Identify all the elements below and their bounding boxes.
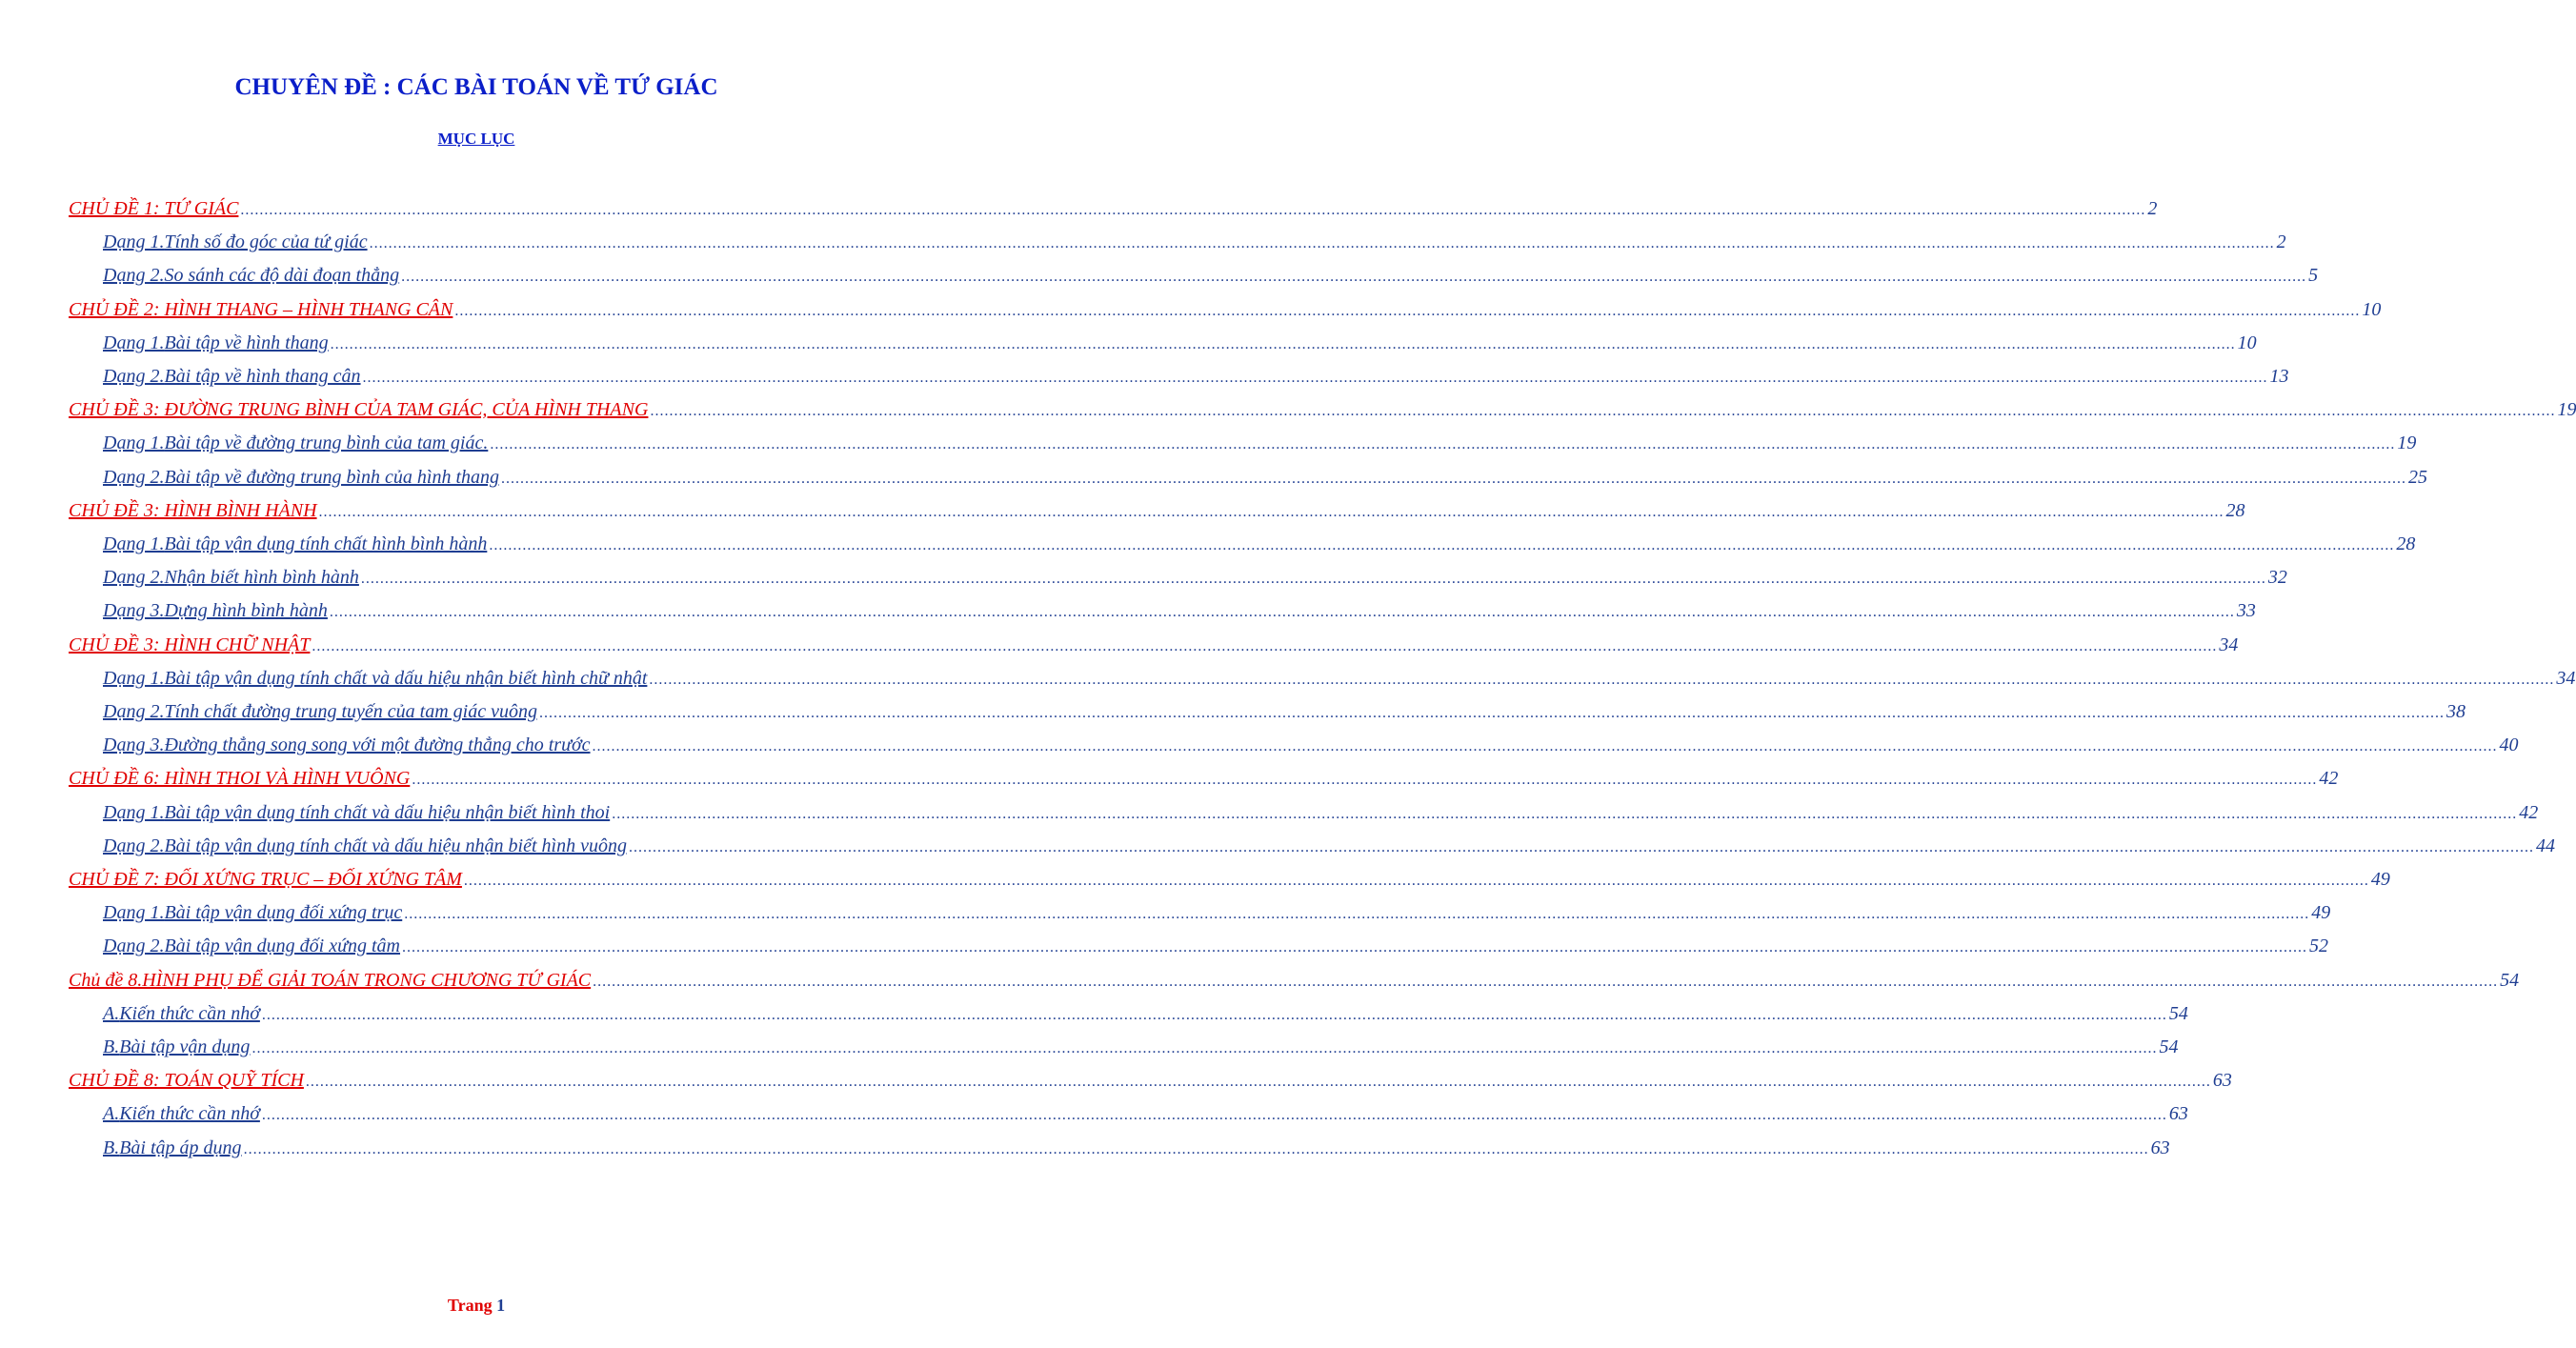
toc-page-number: 28	[2396, 533, 2416, 554]
toc-section-entry[interactable]	[103, 231, 2286, 260]
toc-page-number: 38	[2446, 701, 2465, 722]
toc-dot-leader: ................................................................................................................................................................................................................................................................................................................................................................................................................	[401, 269, 2307, 286]
toc-page-number: 25	[2408, 466, 2428, 488]
toc-dot-leader: ................................................................................................................................................................................................................................................................................................................................................................................................................	[305, 1074, 2211, 1091]
toc-chapter-entry[interactable]	[69, 499, 2245, 529]
toc-page-number: 10	[2237, 332, 2257, 353]
footer-page-number: 1	[496, 1296, 506, 1315]
toc-entry-link[interactable]: Bài tập về hình thang	[164, 332, 329, 353]
toc-entry-link[interactable]: Bài tập về đường trung bình của hình thang	[164, 466, 500, 488]
toc-page-number: 42	[2519, 801, 2539, 823]
toc-dot-leader: ................................................................................................................................................................................................................................................................................................................................................................................................................	[369, 235, 2275, 252]
toc-entry-number[interactable]: Dạng 2.	[103, 835, 165, 856]
toc-section-entry[interactable]	[103, 734, 2519, 763]
toc-section-entry[interactable]	[103, 332, 2257, 361]
toc-entry-link[interactable]: Bài tập vận dụng tính chất và dấu hiệu nhận biết hình thoi	[164, 801, 611, 823]
toc-dot-leader: ................................................................................................................................................................................................................................................................................................................................................................................................................	[261, 1107, 2167, 1124]
toc-entry-number[interactable]: Dạng 2.	[103, 366, 165, 387]
toc-entry-link[interactable]: CHỦ ĐỀ 1: TỨ GIÁC	[69, 198, 239, 219]
toc-page-number: 2	[2147, 198, 2158, 219]
toc-section-entry[interactable]	[103, 1036, 2179, 1065]
toc-entry-link[interactable]: Bài tập vận dụng đối xứng trục	[164, 902, 403, 924]
toc-section-entry[interactable]	[103, 533, 2416, 562]
toc-section-entry[interactable]	[103, 936, 2329, 964]
toc-chapter-entry[interactable]	[69, 869, 2390, 897]
toc-page-number: 33	[2236, 600, 2256, 622]
toc-entry-number[interactable]: Dạng 1.	[103, 667, 165, 689]
toc-page-number: 52	[2309, 936, 2329, 957]
toc-section-entry[interactable]	[103, 366, 2289, 394]
toc-page-number: 28	[2225, 499, 2245, 521]
toc-entry-link[interactable]: Bài tập áp dụng	[119, 1137, 242, 1158]
toc-page-number: 2	[2276, 231, 2286, 253]
footer-label: Trang	[447, 1296, 493, 1315]
toc-chapter-entry[interactable]	[69, 969, 2520, 998]
toc-entry-number[interactable]: Dạng 3.	[103, 734, 165, 756]
toc-entry-number[interactable]: Dạng 2.	[103, 466, 165, 488]
toc-entry-link[interactable]: Nhận biết hình bình hành	[164, 567, 359, 589]
toc-entry-number[interactable]: Dạng 2.	[103, 701, 165, 722]
toc-section-entry[interactable]	[103, 265, 2319, 293]
toc-entry-link[interactable]: Bài tập về hình thang cân	[164, 366, 361, 387]
toc-section-entry[interactable]	[103, 433, 2417, 461]
toc-entry-link[interactable]: CHỦ ĐỀ 6: HÌNH THOI VÀ HÌNH VUÔNG	[69, 768, 411, 790]
toc-dot-leader: ................................................................................................................................................................................................................................................................................................................................................................................................................	[539, 705, 2445, 721]
toc-page-number: 32	[2267, 567, 2287, 589]
toc-entry-link[interactable]: CHỦ ĐỀ 7: ĐỐI XỨNG TRỤC – ĐỐI XỨNG TÂM	[69, 869, 462, 890]
toc-entry-number[interactable]: A.	[103, 1103, 120, 1125]
toc-dot-leader: ................................................................................................................................................................................................................................................................................................................................................................................................................	[240, 202, 2146, 218]
toc-entry-link[interactable]: Kiến thức cần nhớ	[119, 1103, 260, 1125]
toc-entry-link[interactable]: CHỦ ĐỀ 3: HÌNH BÌNH HÀNH	[69, 499, 317, 521]
toc-dot-leader: ................................................................................................................................................................................................................................................................................................................................................................................................................	[628, 838, 2534, 855]
toc-chapter-entry[interactable]	[69, 399, 2576, 428]
toc-section-entry[interactable]	[103, 1002, 2188, 1032]
toc-page-number: 54	[2168, 1002, 2188, 1024]
toc-entry-number[interactable]: Dạng 1.	[103, 231, 165, 253]
toc-chapter-entry[interactable]	[69, 634, 2239, 663]
toc-page-number: 34	[2219, 634, 2239, 655]
toc-entry-link[interactable]: Bài tập vận dụng tính chất và dấu hiệu nhận biết hình chữ nhật	[164, 667, 648, 689]
toc-dot-leader: ................................................................................................................................................................................................................................................................................................................................................................................................................	[329, 604, 2235, 621]
toc-section-entry[interactable]	[103, 567, 2287, 595]
toc-dot-leader: ................................................................................................................................................................................................................................................................................................................................................................................................................	[592, 738, 2498, 755]
toc-entry-number[interactable]: Dạng 1.	[103, 433, 165, 454]
toc-entry-link[interactable]: Bài tập về đường trung bình của tam giác.	[164, 433, 489, 454]
toc-page-number: 5	[2308, 265, 2319, 287]
toc-entry-link[interactable]: CHỦ ĐỀ 3: HÌNH CHỮ NHẬT	[69, 634, 311, 655]
toc-page-number: 19	[2397, 433, 2417, 454]
toc-dot-leader: ................................................................................................................................................................................................................................................................................................................................................................................................................	[649, 671, 2555, 688]
toc-entry-number[interactable]: Dạng 1.	[103, 332, 165, 353]
toc-dot-leader: ................................................................................................................................................................................................................................................................................................................................................................................................................	[489, 537, 2395, 553]
toc-dot-leader: ................................................................................................................................................................................................................................................................................................................................................................................................................	[612, 805, 2518, 822]
toc-entry-link[interactable]: Bài tập vận dụng tính chất và dấu hiệu nhận biết hình vuông	[164, 835, 627, 856]
toc-entry-link[interactable]: Bài tập vận dụng đối xứng tâm	[164, 936, 401, 957]
toc-section-entry[interactable]	[103, 835, 2555, 864]
toc-entry-number[interactable]: Dạng 1.	[103, 533, 165, 554]
toc-entry-number[interactable]: Dạng 1.	[103, 801, 165, 823]
toc-entry-number[interactable]: Dạng 2.	[103, 567, 165, 589]
toc-page-number: 63	[2150, 1137, 2170, 1158]
toc-dot-leader: ................................................................................................................................................................................................................................................................................................................................................................................................................	[404, 906, 2310, 923]
toc-dot-leader: ................................................................................................................................................................................................................................................................................................................................................................................................................	[501, 470, 2407, 487]
toc-page-number: 49	[2311, 902, 2331, 924]
toc-entry-number[interactable]: Dạng 2.	[103, 265, 165, 287]
toc-dot-leader: ................................................................................................................................................................................................................................................................................................................................................................................................................	[252, 1040, 2158, 1056]
toc-entry-number[interactable]: Dạng 1.	[103, 902, 165, 924]
toc-entry-number[interactable]: Dạng 2.	[103, 936, 165, 957]
toc-entry-link[interactable]: Đường thẳng song song với một đường thẳng cho trước	[164, 734, 591, 756]
toc-dot-leader: ................................................................................................................................................................................................................................................................................................................................................................................................................	[318, 503, 2224, 520]
toc-page-number: 13	[2269, 366, 2289, 387]
toc-entry-link[interactable]: Chủ đề 8.HÌNH PHỤ ĐỂ GIẢI TOÁN TRONG CHƯƠNG TỨ GIÁC	[69, 969, 592, 991]
toc-entry-link[interactable]: Tính số đo góc của tứ giác	[164, 231, 368, 253]
toc-dot-leader: ................................................................................................................................................................................................................................................................................................................................................................................................................	[243, 1140, 2149, 1157]
toc-entry-link[interactable]: Bài tập vận dụng tính chất hình bình hành	[164, 533, 488, 554]
toc-entry-link[interactable]: CHỦ ĐỀ 2: HÌNH THANG – HÌNH THANG CÂN	[69, 298, 453, 320]
toc-entry-number[interactable]: B.	[103, 1137, 120, 1158]
table-of-contents-heading: MỤC LỤC	[437, 130, 515, 148]
toc-entry-number[interactable]: A.	[103, 1002, 120, 1024]
toc-entry-link[interactable]: So sánh các độ dài đoạn thẳng	[164, 265, 400, 287]
toc-chapter-entry[interactable]	[69, 298, 2382, 328]
toc-section-entry[interactable]	[103, 1137, 2170, 1166]
toc-dot-leader: ................................................................................................................................................................................................................................................................................................................................................................................................................	[312, 637, 2218, 654]
toc-section-entry[interactable]	[103, 801, 2539, 831]
toc-page-number: 10	[2362, 298, 2382, 320]
toc-chapter-entry[interactable]	[69, 768, 2339, 796]
toc-entry-number[interactable]: Dạng 3.	[103, 600, 165, 622]
toc-section-entry[interactable]	[103, 466, 2428, 495]
toc-dot-leader: ................................................................................................................................................................................................................................................................................................................................................................................................................	[330, 335, 2236, 352]
toc-page-number: 34	[2556, 667, 2576, 689]
toc-dot-leader: ................................................................................................................................................................................................................................................................................................................................................................................................................	[362, 370, 2268, 386]
toc-section-entry[interactable]	[103, 600, 2256, 629]
toc-dot-leader: ................................................................................................................................................................................................................................................................................................................................................................................................................	[412, 772, 2318, 789]
toc-page-number: 63	[2212, 1070, 2232, 1092]
toc-page-number: 49	[2370, 869, 2390, 890]
toc-page-number: 54	[2500, 969, 2520, 991]
toc-section-entry[interactable]	[103, 902, 2331, 931]
toc-dot-leader: ................................................................................................................................................................................................................................................................................................................................................................................................................	[454, 302, 2361, 319]
toc-page-number: 19	[2557, 399, 2576, 421]
toc-section-entry[interactable]	[103, 701, 2465, 730]
toc-page-number: 42	[2319, 768, 2339, 790]
toc-entry-link[interactable]: CHỦ ĐỀ 8: TOÁN QUỸ TÍCH	[69, 1070, 304, 1092]
toc-dot-leader: ................................................................................................................................................................................................................................................................................................................................................................................................................	[463, 873, 2369, 889]
toc-entry-link[interactable]: Bài tập vận dụng	[119, 1036, 251, 1057]
page-footer	[0, 1296, 953, 1316]
toc-dot-leader: ................................................................................................................................................................................................................................................................................................................................................................................................................	[593, 973, 2499, 990]
toc-dot-leader: ................................................................................................................................................................................................................................................................................................................................................................................................................	[360, 571, 2266, 588]
toc-entry-link[interactable]: Kiến thức cần nhớ	[119, 1002, 260, 1024]
toc-entry-link[interactable]: CHỦ ĐỀ 3: ĐƯỜNG TRUNG BÌNH CỦA TAM GIÁC, CỦA HÌNH THANG	[69, 399, 649, 421]
toc-chapter-entry[interactable]	[69, 1070, 2232, 1098]
toc-section-entry[interactable]	[103, 667, 2576, 696]
toc-page-number: 63	[2168, 1103, 2188, 1125]
toc-entry-number[interactable]: B.	[103, 1036, 120, 1057]
toc-dot-leader: ................................................................................................................................................................................................................................................................................................................................................................................................................	[402, 939, 2308, 956]
document-title: CHUYÊN ĐỀ : CÁC BÀI TOÁN VỀ TỨ GIÁC	[234, 74, 718, 100]
toc-entry-link[interactable]: Tính chất đường trung tuyến của tam giác vuông	[164, 701, 537, 722]
toc-chapter-entry[interactable]	[69, 198, 2158, 227]
toc-section-entry[interactable]	[103, 1103, 2188, 1132]
toc-dot-leader: ................................................................................................................................................................................................................................................................................................................................................................................................................	[261, 1006, 2167, 1023]
toc-dot-leader: ................................................................................................................................................................................................................................................................................................................................................................................................................	[490, 436, 2396, 453]
toc-entry-link[interactable]: Dựng hình bình hành	[164, 600, 328, 622]
toc-page-number: 44	[2535, 835, 2555, 856]
toc-page-number: 40	[2499, 734, 2519, 756]
toc-dot-leader: ................................................................................................................................................................................................................................................................................................................................................................................................................	[650, 403, 2556, 420]
toc-page-number: 54	[2159, 1036, 2179, 1057]
